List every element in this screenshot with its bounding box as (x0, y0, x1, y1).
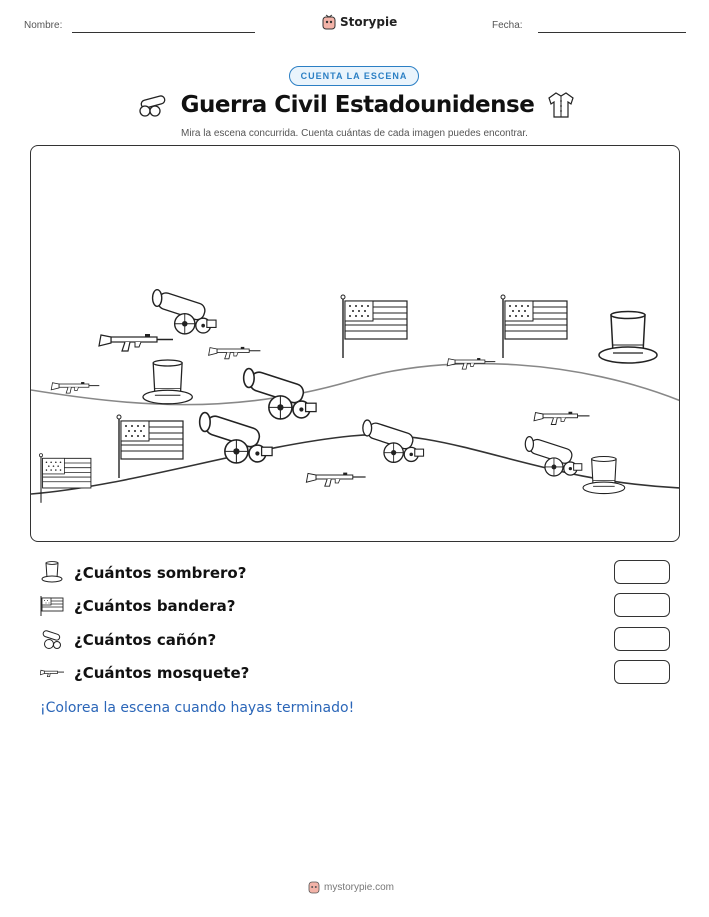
date-line[interactable] (538, 32, 686, 33)
cannon-3 (200, 413, 272, 463)
question-text: ¿Cuántos mosquete? (74, 664, 250, 682)
activity-badge: CUENTA LA ESCENA (289, 66, 419, 86)
answer-box-flags[interactable] (614, 593, 670, 617)
instructions: Mira la escena concurrida. Cuenta cuántas de cada imagen puedes encontrar. (181, 128, 528, 139)
question-row-hats (40, 560, 670, 586)
question-row-flags (40, 593, 670, 619)
question-row-muskets (40, 660, 670, 686)
flag-3 (117, 415, 183, 478)
answer-box-hats[interactable] (614, 560, 670, 584)
question-row-cannons (40, 627, 670, 653)
name-label: Nombre: (24, 20, 63, 31)
question-text: ¿Cuántos cañón? (74, 631, 217, 649)
flag-2 (501, 295, 567, 358)
question-text: ¿Cuántos sombrero? (74, 564, 247, 582)
musket-1 (99, 334, 173, 351)
musket-5 (534, 412, 590, 425)
answer-box-cannons[interactable] (614, 627, 670, 651)
name-line[interactable] (72, 32, 255, 33)
hat-1 (599, 312, 657, 364)
musket-icon (40, 666, 64, 680)
mascot-icon (322, 14, 336, 30)
musket-2 (209, 347, 261, 359)
page-title: Guerra Civil Estadounidense (180, 92, 535, 118)
uniform-coat-icon (546, 90, 576, 120)
flag-icon (40, 595, 64, 617)
cannon-icon (133, 92, 169, 118)
brand-logo (322, 14, 397, 30)
flag-4 (39, 454, 90, 503)
flag-1 (341, 295, 407, 358)
cannon-5 (525, 437, 582, 476)
date-label: Fecha: (492, 20, 523, 31)
coloring-note: ¡Colorea la escena cuando hayas terminado! (40, 700, 355, 716)
cannon-4 (363, 420, 424, 462)
cannon-2 (244, 369, 316, 419)
musket-6 (306, 473, 365, 487)
hat-2 (143, 360, 192, 404)
cannon-icon (40, 629, 64, 651)
footer-url: mystorypie.com (324, 881, 395, 893)
answer-box-muskets[interactable] (614, 660, 670, 684)
question-text: ¿Cuántos bandera? (74, 597, 236, 615)
mascot-icon (308, 880, 320, 894)
footer-brand (308, 880, 394, 894)
top-hat-icon (41, 561, 63, 585)
cannon-1 (153, 290, 216, 334)
scene-illustration (31, 146, 680, 542)
scene-panel (30, 145, 680, 542)
hat-3 (583, 456, 625, 493)
brand-name: Storypie (340, 15, 398, 29)
musket-3 (51, 382, 99, 393)
